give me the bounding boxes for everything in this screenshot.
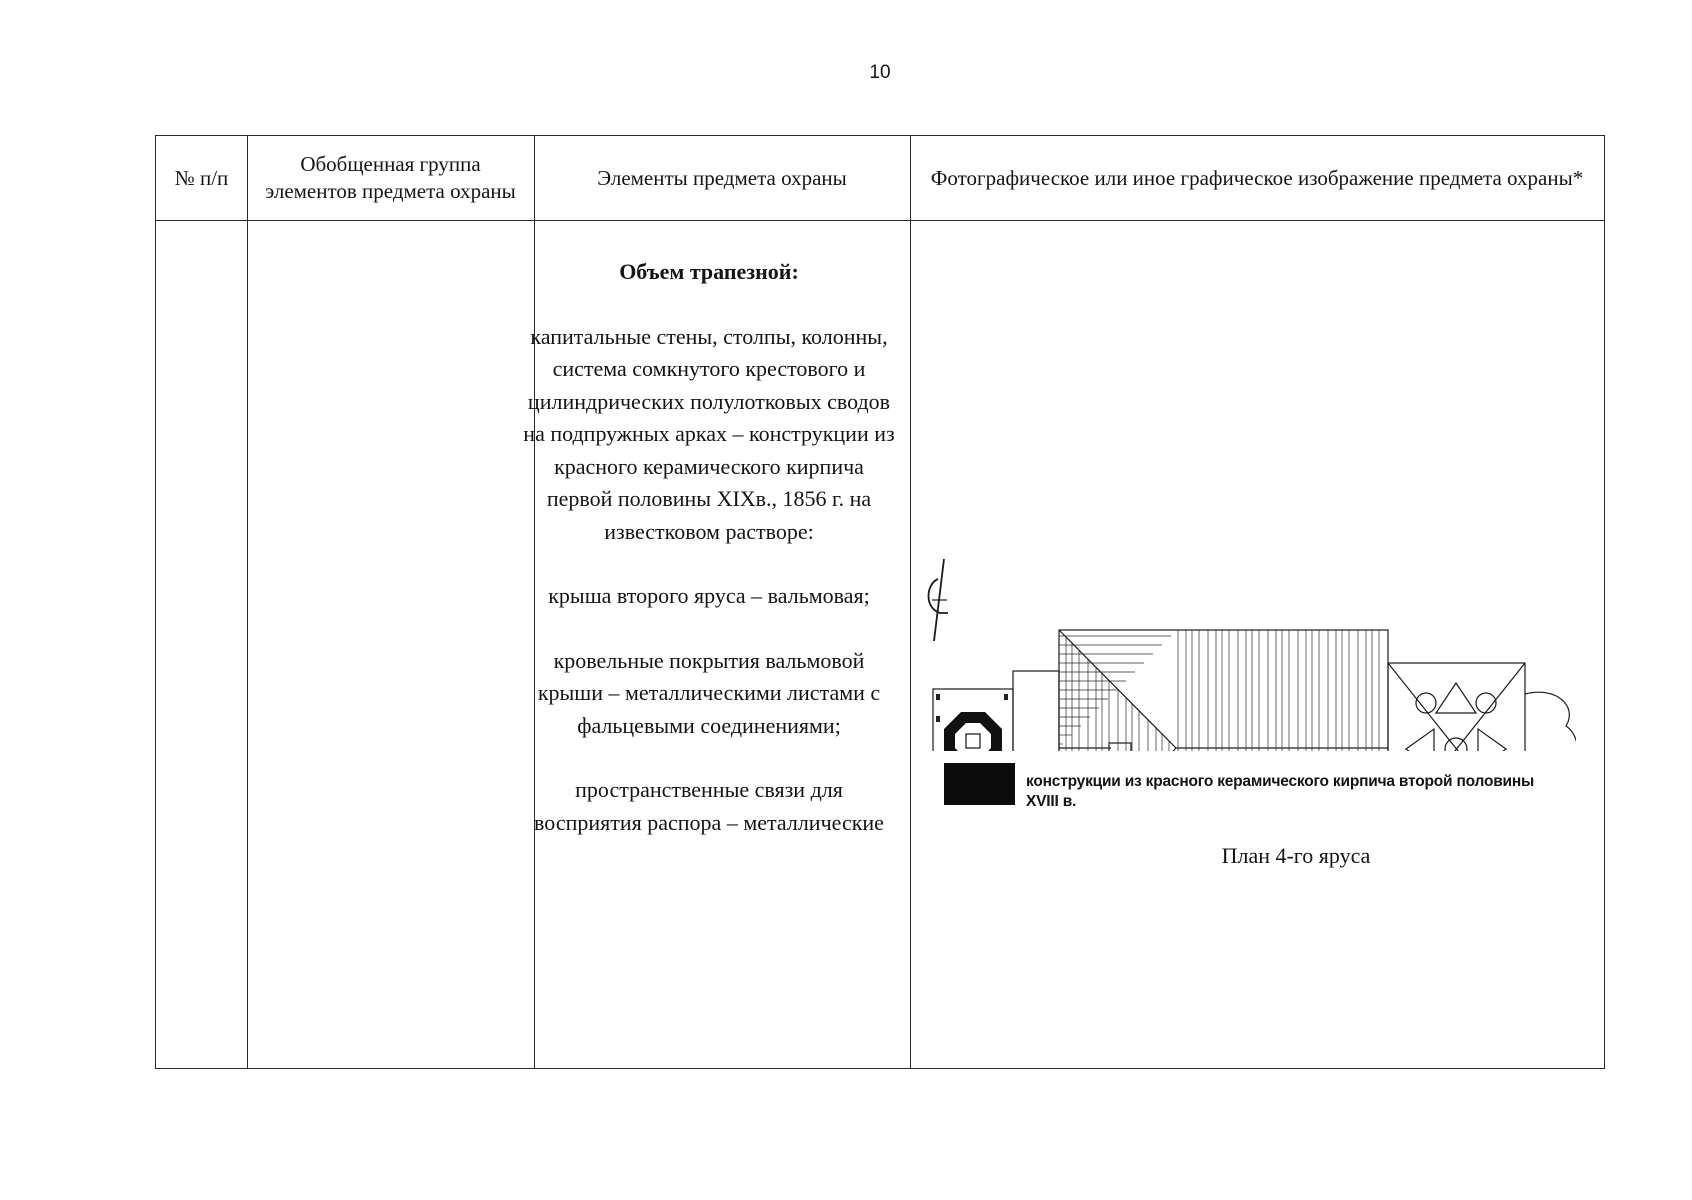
header-group: Обобщенная группа элементов предмета охраны [265,152,516,203]
element-paragraph: пространственные связи для восприятия распора – металлические [534,777,884,835]
elements-title: Объем трапезной: [619,259,799,284]
header-image: Фотографическое или иное графическое изображение предмета охраны* [930,165,1584,190]
header-elements: Элементы предмета охраны [597,165,847,190]
protection-table [155,135,1605,1069]
page-number: 10 [869,62,891,83]
header-divider [156,220,1604,221]
legend-text: конструкции из красного керамического кирпича второй половины XVIII в. [1026,773,1535,810]
floor-plan-drawing [916,416,1576,751]
element-paragraph: кровельные покрытия вальмовой крыши – металлическими листами с фальцевыми соединениями; [537,647,881,738]
column-divider [910,136,911,1068]
elements-cell [521,256,897,871]
image-caption: План 4-го яруса [1221,843,1371,868]
element-paragraph: крыша второго яруса – вальмовая; [548,583,870,608]
axis-symbol-icon [929,559,949,641]
legend-swatch [944,763,1015,805]
column-divider [247,136,248,1068]
element-paragraph: капитальные стены, столпы, колонны, система сомкнутого крестового и цилиндрических полулотковых сводов на подпружных арках – конструкции из красного керамического кирпича первой половины XIXв., 1856 г. на известковом растворе: [523,323,895,544]
header-number: № п/п [174,165,229,190]
